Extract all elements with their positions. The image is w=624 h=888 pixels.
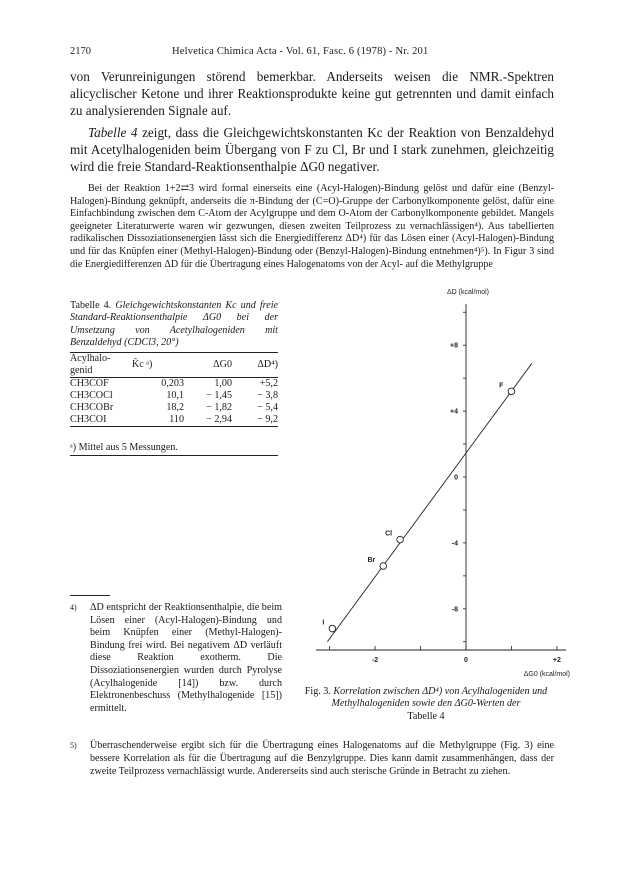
table-ref: Tabelle 4 [88,125,138,140]
footnote-4-text: ΔD entspricht der Reaktionsenthalpie, die beim Lösen einer (Acyl-Halogen)-Bindung und beim Knüpfen einer (Methyl-Halogen)-Bindung frei wird. Bei negativem ΔD verläuft diese Reaktion exotherm. Die Dissoziationsenergien wurden durch Pyrolyse (Acylhalogenide [14]) bzw. durch Elektronenbeschuss (Methylhalogenide [15]) ermittelt. [90,602,282,714]
data-point [508,388,515,395]
table-cell: CH3COI [70,414,107,425]
col-header: K̄c ᵃ) [132,359,153,370]
data-point [397,536,404,543]
data-point [380,563,387,570]
table-cell: CH3COBr [70,402,114,413]
paragraph-1: von Verunreinigungen störend bemerkbar. Anderseits weisen die NMR.-Spektren alicyclischer Ketone und ihrer Reaktionsprodukte keine gut getrennten und damit einfach zu analysierenden Signale auf. [70,69,554,118]
col-header: Acylhalo-genid [70,353,111,376]
paragraph-2-text: zeigt, dass die Gleichgewichtskonstanten Kc der Reaktion von Benzaldehyd mit Acetylhalogeniden beim Übergang von F zu Cl, Br und I stark zunehmen, gleichzeitig wird die freie Standard-Reaktionsenthalpie ΔG0 negativer. [70,125,554,174]
table-cell: 0,203 [161,378,184,389]
x-axis-label: ΔG0 (kcal/mol) [523,671,570,678]
table-cell: 1,00 [214,378,232,389]
table-cell: − 2,94 [206,414,232,425]
table-cell: CH3COCl [70,390,113,401]
page-number: 2170 [70,46,91,57]
figure-caption-text: Korrelation zwischen ΔD⁴) von Acylhalogeniden und Methylhalogeniden sowie den ΔG0-Werten der [331,686,548,710]
point-label: Br [367,556,376,564]
table-cell: 110 [169,414,184,425]
point-label: F [499,382,504,390]
running-header: Helvetica Chimica Acta - Vol. 61, Fasc. 6 (1978) - Nr. 201 [172,46,429,57]
footnote-5-text: Überraschenderweise ergibt sich für die Übertragung eines Halogenatoms auf die Methylgruppe (Fig. 3) eine bessere Korrelation als für die Übertragung auf die Benzylgruppe. Dies kann damit zusammenhängen, dass der zweite Teilprozess vernachlässigt wurde. Andererseits sind auch sterische Gründe in Betracht zu ziehen. [90,740,554,777]
figure-caption-tail: Tabelle 4 [407,710,445,722]
table-footnote: ᵃ) Mittel aus 5 Messungen. [70,442,178,453]
point-label: Cl [385,530,393,538]
table-cell: − 1,45 [206,390,232,401]
x-tick-label: +2 [552,657,561,664]
y-tick-label: +4 [450,408,458,416]
y-tick-label: -4 [451,540,458,548]
x-tick-label: 0 [464,657,468,664]
x-tick-label: -2 [371,657,379,664]
y-tick-label: 0 [454,474,458,482]
footnote-5 [70,740,554,778]
table-caption-text: Gleichgewichtskonstanten Kc und freie Standard-Reaktionsenthalpie ΔG0 bei der Umsetzung von Acetylhalogeniden mit Benzaldehyd (CDCl3, 20°) [70,300,278,349]
y-tick-label: +8 [450,342,458,350]
point-label: I [322,619,325,627]
figure-caption-label: Fig. 3. [304,686,331,697]
data-point [329,625,336,632]
chart-plot-area [316,289,570,678]
footnote-4-mark: 4) [70,603,77,612]
table-cell: 10,1 [166,390,184,401]
table-cell: − 5,4 [257,402,278,413]
fit-line [327,363,532,641]
y-axis-label: ΔD (kcal/mol) [446,289,490,296]
y-tick-label: -8 [451,606,458,614]
table-cell: CH3COF [70,378,109,389]
table-cell: − 3,8 [257,390,278,401]
table-cell: − 9,2 [257,414,278,425]
footnote-5-mark: 5) [70,741,77,750]
table-cell: − 1,82 [206,402,232,413]
col-header: ΔD⁴) [257,359,278,370]
figure-caption [296,686,556,723]
table-caption-label: Tabelle 4. [70,300,112,311]
col-header: ΔG0 [213,359,232,370]
paragraph-3: Bei der Reaktion 1+2⇄3 wird formal einerseits eine (Acyl-Halogen)-Bindung gelöst und dafür eine (Benzyl-Halogen)-Bindung geknüpft, anderseits die π-Bindung der (C=O)-Gruppe der Carbonylkomponente gelöst, dafür eine Einfachbindung zwischen dem C-Atom der Acylgruppe und dem O-Atom der Carbonylkomponente gebildet. Mangels geeigneter Literaturwerte waren wir gezwungen, diesen zweiten Teilprozess zu vernachlässigen⁴). Aus tabellierten radikalischen Dissoziationsenergien lässt sich die Energiedifferenz ΔD⁴) für das Lösen einer (Acyl-Halogen)-Bindung und für das Knüpfen einer (Methyl-Halogen)-Bindung oder (Benzyl-Halogen)-Bindung entnehmen⁴)⁵). In Figur 3 sind die Energiedifferenzen ΔD für die Übertragung eines Halogenatoms von der Acyl- auf die Methylgruppe [70,183,554,270]
table-cell: +5,2 [259,378,278,389]
table-cell: 18,2 [166,402,184,413]
